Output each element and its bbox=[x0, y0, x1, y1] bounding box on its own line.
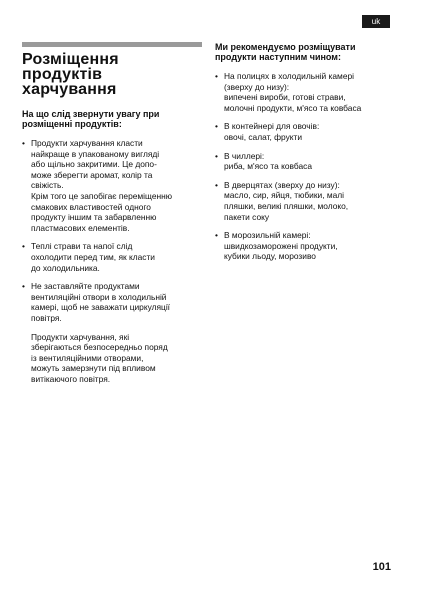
paragraph bbox=[31, 191, 202, 233]
text-line: Продукти харчування класти bbox=[31, 138, 143, 148]
text-line: смакових властивостей одного bbox=[31, 201, 151, 212]
subheading bbox=[22, 109, 202, 129]
right-column bbox=[215, 42, 405, 270]
bullet: • bbox=[215, 179, 218, 190]
text-line: В контейнері для овочів: bbox=[224, 121, 320, 132]
intro-line: Ми рекомендуємо розміщувати bbox=[215, 42, 356, 52]
list-item bbox=[22, 138, 202, 233]
title-line: харчування bbox=[22, 81, 117, 98]
list-item bbox=[215, 230, 405, 262]
page-number: 101 bbox=[372, 561, 391, 573]
title-line: продуктів bbox=[22, 66, 103, 83]
text-line: свіжість. bbox=[31, 180, 64, 191]
text-line: Крім того це запобігає переміщенню bbox=[31, 190, 173, 201]
text-line: Продукти харчування, які bbox=[31, 331, 130, 342]
text-line: (зверху до низу): bbox=[224, 81, 290, 92]
bullet: • bbox=[22, 281, 25, 292]
text-line: найкраще в упакованому вигляді bbox=[31, 148, 160, 159]
text-line: до холодильника. bbox=[31, 262, 100, 273]
text-line: пляшки, великі пляшки, молоко, bbox=[224, 200, 349, 211]
list-item bbox=[22, 241, 202, 273]
text-line: овочі, салат, фрукти bbox=[224, 131, 303, 142]
text-line: охолодити перед тим, як класти bbox=[31, 251, 155, 262]
text-line: може зберегти аромат, колір та bbox=[31, 169, 153, 180]
text-line: із вентиляційними отворами, bbox=[31, 352, 144, 363]
language-badge: uk bbox=[362, 15, 390, 28]
text-line: кубики льоду, морозиво bbox=[224, 251, 316, 262]
paragraph bbox=[31, 138, 202, 191]
text-line: На полицях в холодильній камері bbox=[224, 71, 354, 81]
text-line: пластмасових елементів. bbox=[31, 222, 130, 233]
text-line: зберігаються безпосередньо поряд bbox=[31, 342, 168, 353]
text-line: або щільно закритими. Це допо- bbox=[31, 159, 157, 170]
subheading-line: На що слід звернути увагу при bbox=[22, 109, 160, 119]
text-line: масло, сир, яйця, тюбики, малі bbox=[224, 190, 345, 201]
text-line: В дверцятах (зверху до низу): bbox=[224, 179, 340, 190]
text-line: продукту іншим та забарвленню bbox=[31, 212, 157, 223]
placement-list bbox=[215, 71, 405, 262]
recommendation-intro bbox=[215, 42, 405, 62]
subheading-line: розміщенні продуктів: bbox=[22, 119, 122, 129]
title-line: Розміщення bbox=[22, 51, 119, 68]
ventilation-note bbox=[22, 332, 202, 385]
bullet: • bbox=[215, 230, 218, 241]
text-line: вентиляційні отвори в холодильній bbox=[31, 291, 167, 302]
text-line: пакети соку bbox=[224, 211, 270, 222]
bullet: • bbox=[22, 241, 25, 252]
text-line: риба, м'ясо та ковбаса bbox=[224, 161, 313, 172]
text-line: повітря. bbox=[31, 312, 62, 323]
tips-list bbox=[22, 138, 202, 324]
list-item bbox=[215, 71, 405, 113]
list-item bbox=[22, 281, 202, 323]
bullet: • bbox=[22, 138, 25, 148]
title-rule bbox=[22, 42, 202, 47]
text-line: випечені вироби, готові страви, bbox=[224, 92, 346, 103]
text-line: В морозильній камері: bbox=[224, 230, 311, 241]
text-line: молочні продукти, м'ясо та ковбаса bbox=[224, 102, 362, 113]
text-line: камері, щоб не заважати циркуляції bbox=[31, 302, 171, 313]
paragraph bbox=[31, 281, 202, 323]
text-line: Не заставляйте продуктами bbox=[31, 281, 140, 292]
bullet: • bbox=[215, 71, 218, 81]
paragraph bbox=[31, 241, 202, 273]
text-line: можуть замерзнути під впливом bbox=[31, 363, 156, 374]
bullet: • bbox=[215, 121, 218, 132]
text-line: В чиллері: bbox=[224, 150, 265, 161]
text-line: витікаючого повітря. bbox=[31, 373, 111, 384]
left-column bbox=[22, 42, 202, 384]
list-item bbox=[215, 121, 405, 142]
bullet: • bbox=[215, 150, 218, 161]
text-line: Теплі страви та напої слід bbox=[31, 241, 133, 252]
list-item bbox=[215, 151, 405, 172]
section-title bbox=[22, 52, 202, 97]
intro-line: продукти наступним чином: bbox=[215, 52, 341, 62]
list-item bbox=[215, 180, 405, 222]
text-line: швидкозаморожені продукти, bbox=[224, 240, 338, 251]
